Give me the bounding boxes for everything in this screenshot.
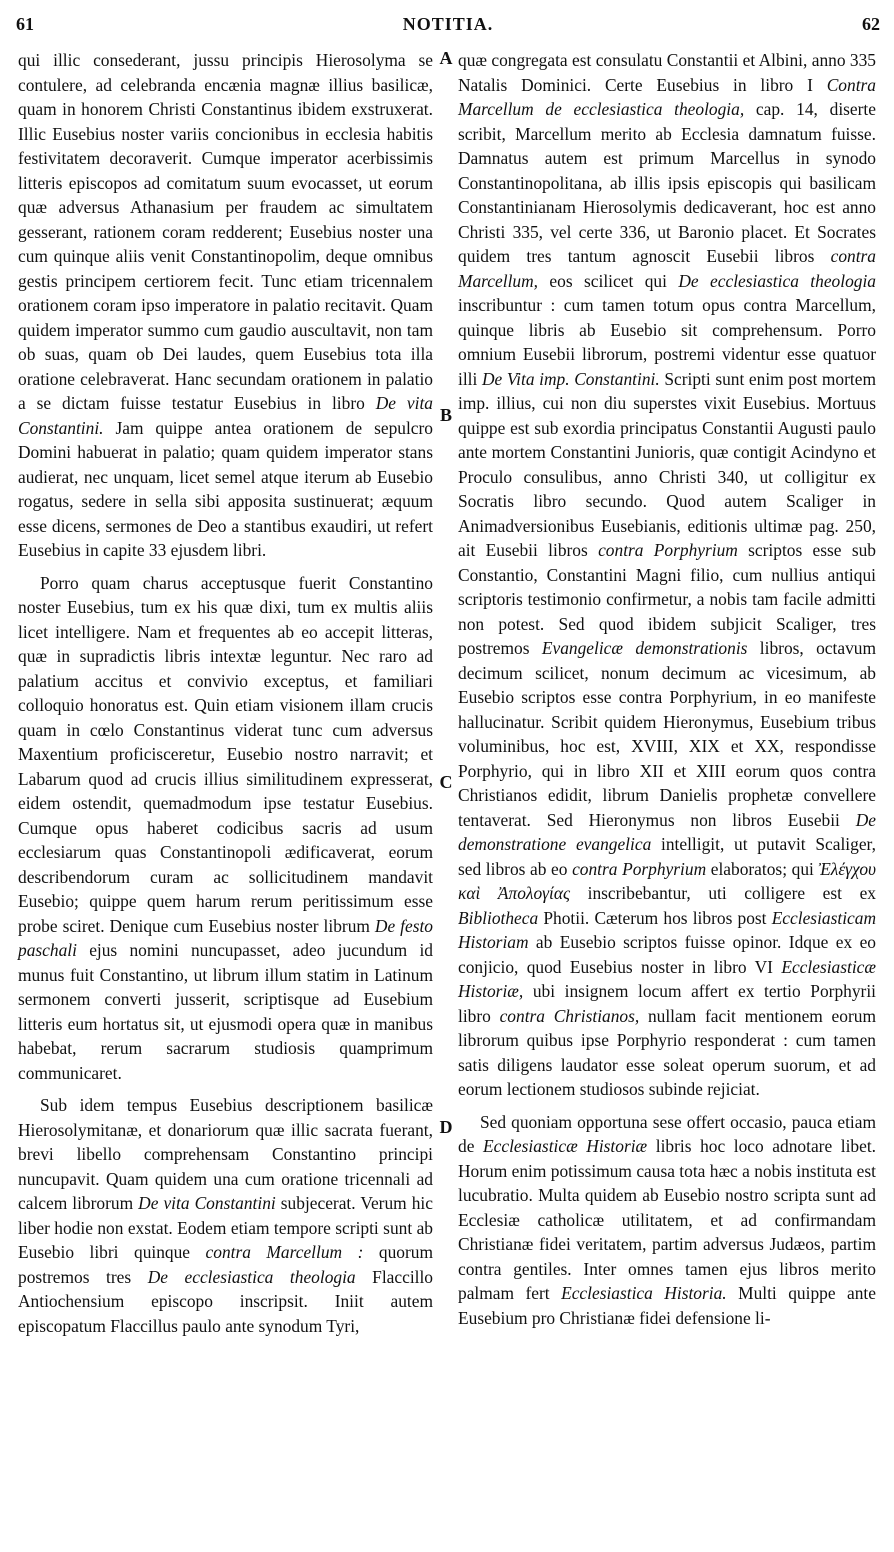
italic-title-text: Ecclesiasticam Historiam bbox=[458, 907, 876, 952]
italic-title-text: De festo paschali bbox=[18, 915, 433, 960]
body-text: Porro quam charus acceptusque fuerit Constantino noster Eusebius, tum ex his quæ dixi, tum ex multis aliis licet intelligere. Nam et frequentes ab eo accepit litteras, quæ in supradictis libris intextæ leguntur. Nec raro ad palatium accitus et convivio exceptus, et familiari colloquio honoratus est. Quin etiam visionem illam crucis quam in cœlo Constantinus viderat tunc cum adversus Maxentium proficisceretur, Eusebio nostro narravit; et Labarum quod ad crucis illius similitudinem expresserat, eidem ostendit, quemadmodum ipse testatur Eusebius. Cumque opus haberet codicibus sacris ad usum ecclesiarum quas Constantinopoli ædificaverat, eorum describendorum curam ac sollicitudinem mandavit Eusebio; quippe quem harum rerum peritissimum esse probe sciret. Denique cum Eusebius noster librum bbox=[18, 572, 433, 936]
italic-title-text: De ecclesiastica theologia bbox=[147, 1266, 356, 1287]
margin-marker-b: B bbox=[439, 405, 452, 425]
right-column bbox=[458, 48, 876, 1330]
left-paragraph-3 bbox=[18, 1093, 433, 1338]
italic-title-text: contra Porphyrium bbox=[572, 858, 707, 879]
body-text: eos scilicet qui bbox=[538, 270, 679, 291]
body-text: quorum postremos tres bbox=[18, 1242, 433, 1287]
body-text: libris hoc loco adnotare libet. Horum enim potissimum causa tota hæc a nobis instituta est lucubratio. Multa quidem ab Eusebio nostro scripta sunt ad Ecclesiæ catholicæ utilitatem, et ad confirmandam Christianæ fidei veritatem, partim adversus Judæos, partim contra gentiles. Inter omnes tamen ejus libros merito palmam fert bbox=[458, 1136, 877, 1303]
running-title: NOTITIA. bbox=[402, 14, 494, 34]
margin-marker-a: A bbox=[439, 48, 453, 68]
italic-title-text: contra Porphyrium bbox=[598, 540, 738, 560]
body-text: qui illic consederant, jussu principis Hierosolyma se contulere, ad celebranda encænia magnæ illius basilicæ, quam in honorem Christi Constantinus ibidem exstruxerat. Illic Eusebius noster variis concionibus in ecclesia habitis festivitatem decoraverit. Cumque imperator acerbissimis litteris episcopos ad comitatum suum evocasset, ut eorum quæ adversus Athanasium per fraudem ac simultatem gesserant, rationem coram redderent; Eusebius noster una cum quinque aliis venit Constantinopolim, deque omnibus gestis principem certiorem fecit. Tunc etiam tricennalem orationem coram ipso imperatore in palatio recitavit. Quam quidem imperator summo cum gaudio auscultavit, non tam ob suas, quam ob Dei laudes, quem Eusebius tota illa oratione celebraverat. Hanc secundam orationem in palatio a se dictam fuisse testatur Eusebius in libro bbox=[18, 50, 433, 413]
margin-marker-c: C bbox=[439, 772, 453, 792]
italic-title-text: contra Marcellum, bbox=[458, 246, 876, 291]
body-text: Photii. Cæterum hos libros post bbox=[538, 907, 772, 928]
italic-title-text: De ecclesiastica theologia bbox=[678, 270, 876, 291]
italic-title-text: Evangelicæ demonstrationis bbox=[541, 638, 748, 658]
body-text: Multi quippe ante Eusebium pro Christianæ fidei defensione li- bbox=[458, 1283, 876, 1328]
body-text: elaboratos; qui bbox=[706, 858, 819, 879]
page-number-right: 62 bbox=[862, 14, 880, 34]
body-text: Sed quoniam opportuna sese offert occasio, pauca etiam de bbox=[458, 1111, 876, 1156]
body-text: Sub idem tempus Eusebius descriptionem basilicæ Hierosolymitanæ, et donariorum quæ illic sacrata fuerant, brevi libello comprehensam Constantino principi nuncupavit. Quam quidem una cum oratione tricennali ad calcem librorum bbox=[18, 1095, 433, 1213]
italic-title-text: contra Marcellum : bbox=[205, 1242, 364, 1262]
body-text: Flaccillo Antiochensium episcopo inscripsit. Iniit autem episcopatum Flaccillus paulo ante synodum Tyri, bbox=[18, 1266, 434, 1336]
body-text: Scripti sunt enim post mortem imp. illius, cui non diu superstes vixit Eusebius. Mortuus quippe est sub exordia principatus Constantii Augusti paulo ante mortem Constantini Junioris, quæ contigit Acindyno et Proculo consulibus, anno Christi 340, ut colligitur ex Socratis libro secundo. Quod autem Scaliger in Animadversionibus Eusebianis, editionis ultimæ pag. 250, ait Eusebii libros bbox=[458, 368, 876, 560]
left-paragraph-1 bbox=[18, 48, 433, 563]
italic-title-text: De demonstratione evangelica bbox=[458, 809, 876, 854]
italic-title-text: De Vita imp. Constantini. bbox=[481, 368, 660, 389]
body-text: ab Eusebio scriptos fuisse opinor. Idque ex eo conjicio, quod Eusebius noster in libro VI bbox=[458, 932, 876, 977]
body-text: intelligit, ut putavit Scaliger, sed libros ab eo bbox=[458, 834, 876, 879]
body-text: quæ congregata est consulatu Constantii et Albini, anno 335 Natalis Dominici. Certe Eusebius in libro I bbox=[458, 50, 876, 95]
right-paragraph-2 bbox=[458, 1110, 876, 1331]
body-text: scriptos esse sub Constantio, Constantini Magni filio, cum nullius antiqui scriptoris testimonio confirmetur, a nobis tam facile admitti non potest. Sed quod ibidem subjicit Scaliger, tres postremos bbox=[458, 540, 876, 658]
right-paragraph-1 bbox=[458, 48, 876, 1102]
italic-title-text: De vita Constantini. bbox=[18, 393, 433, 438]
italic-title-text: Bibliotheca bbox=[458, 907, 539, 928]
body-text: libros, octavum decimum scilicet, nonum decimum ac vicesimum, ab Eusebio scriptos esse contra Porphyrium, in eo manifeste hallucinatur. Scribit quidem Hieronymus, Eusebium tribus voluminibus, hoc est, XVIII, XIX et XX, respondisse Porphyrio, qui in libro XII et XIII eorum quos contra Christianos edidit, librum Danielis prophetæ convellere tentaverat. Sed Hieronymus non libros Eusebii bbox=[458, 638, 876, 830]
italic-title-text: De vita Constantini bbox=[138, 1193, 276, 1213]
page-header bbox=[16, 14, 880, 40]
italic-title-text: Ecclesiasticæ Historiæ bbox=[483, 1136, 648, 1156]
italic-title-text: Ecclesiasticæ Historiæ, bbox=[458, 956, 876, 1001]
margin-marker-d: D bbox=[439, 1117, 453, 1137]
body-text: ejus nomini nuncupasset, adeo jucundum id munus fuit Constantino, ut librum illum statim in Latinum sermonem converti jusserit, scriptisque ad Eusebium litteris eum hortatus sit, ut ejusmodi opera quæ in manibus habebat, rerum sacrarum studiosis quamprimum communicaret. bbox=[18, 940, 433, 1083]
body-text: Jam quippe antea orationem de sepulcro Domini habuerat in palatio; quam quidem imperator stans audierat, nec unquam, licet semel atque iterum ab Eusebio rogatus, sedere in sella sibi apposita sustinuerat; æquum esse dicens, sermones de Deo a stantibus exaudiri, ut refert Eusebius in capite 33 ejusdem libri. bbox=[18, 417, 433, 560]
italic-title-text: Ecclesiastica Historia. bbox=[561, 1283, 727, 1303]
italic-title-text: contra Christianos, bbox=[499, 1005, 640, 1026]
page-number-left: 61 bbox=[16, 14, 34, 34]
body-text: inscribuntur : cum tamen totum opus contra Marcellum, quinque libris ab Eusebio sit comprehensum. Porro omnium Eusebii librorum, postremi videntur esse quatuor illi bbox=[458, 295, 876, 389]
body-text: ubi insignem locum affert ex tertio Porphyrii libro bbox=[458, 981, 876, 1026]
body-text: cap. 14, diserte scribit, Marcellum merito ab Ecclesia damnatum fuisse. Damnatus autem est primum Marcellus in synodo Constantinopolitana, ab illis ipsis episcopis qui basilicam Constantinianam Hierosolymis dedicaverant, hoc est anno Christi 335, vel certe 336, ut Baronio placet. Et Socrates quidem tres tantum agnoscit Eusebii libros bbox=[458, 99, 876, 266]
italic-title-text: Contra Marcellum de ecclesiastica theologia, bbox=[458, 74, 876, 119]
body-text: nullam facit mentionem eorum librorum quibus ipse Porphyrio responderat : cum tamen satis diligens laudator esse soleat operum suorum, et ad eorum lectionem studiosos subinde rejiciat. bbox=[458, 1005, 876, 1099]
body-text: inscribebantur, uti colligere est ex bbox=[570, 883, 876, 903]
left-paragraph-2 bbox=[18, 571, 433, 1086]
body-text: subjecerat. Verum hic liber hodie non exstat. Eodem etiam tempore scripti sunt ab Eusebio libri quinque bbox=[18, 1193, 433, 1262]
left-column bbox=[18, 48, 433, 1338]
italic-title-text: Ἐλέγχου καὶ Ἀπολογίας bbox=[458, 858, 876, 903]
